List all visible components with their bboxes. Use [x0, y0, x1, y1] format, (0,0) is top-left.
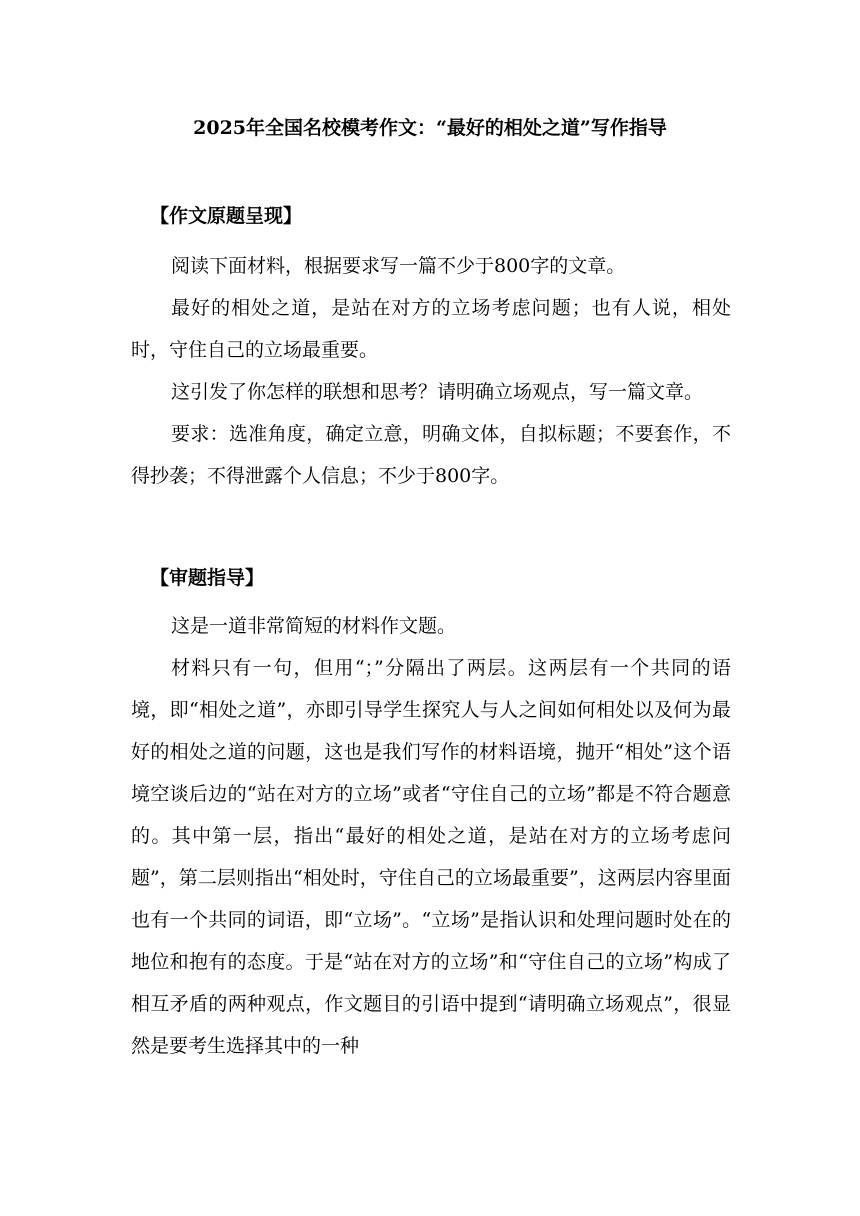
paragraph: 这引发了你怎样的联想和思考？请明确立场观点，写一篇文章。 [171, 381, 704, 403]
section-heading-original-question: 【作文原题呈现】 [150, 205, 303, 227]
section-heading-analysis-guide: 【审题指导】 [150, 567, 265, 589]
paragraph: 这是一道非常简短的材料作文题。 [171, 615, 457, 637]
paragraph: 材料只有一句，但用“；”分隔出了两层。这两层有一个共同的语境，即“相处之道”，亦即引导学生探究人与人之间如何相处以及何为最好的相处之道的问题，这也是我们写作的材料语境，抛开“相处”这个语境空谈后边的“站在对方的立场”或者“守住自己的立场”都是不符合题意的。其中第一层，指出“最好的相处之道，是站在对方的立场考虑问题”，第二层则指出“相处时，守住自己的立场最重要”，这两层内容里面也有一个共同的词语，即“立场”。“立场”是指认识和处理问题时处在的地位和抱有的态度。于是“站在对方的立场”和“守住自己的立场”构成了相互矛盾的两种观点，作文题目的引语中提到“请明确立场观点”，很显然是要考生选择其中的一种 [131, 657, 731, 1057]
paragraph: 阅读下面材料，根据要求写一篇不少于800字的文章。 [171, 255, 626, 277]
paragraph: 最好的相处之道，是站在对方的立场考虑问题；也有人说，相处时，守住自己的立场最重要。 [131, 297, 731, 361]
page-title: 2025年全国名校模考作文：“最好的相处之道”写作指导 [193, 117, 667, 139]
paragraph: 要求：选准角度，确定立意，明确文体，自拟标题；不要套作，不得抄袭；不得泄露个人信息；不少于800字。 [131, 423, 731, 487]
